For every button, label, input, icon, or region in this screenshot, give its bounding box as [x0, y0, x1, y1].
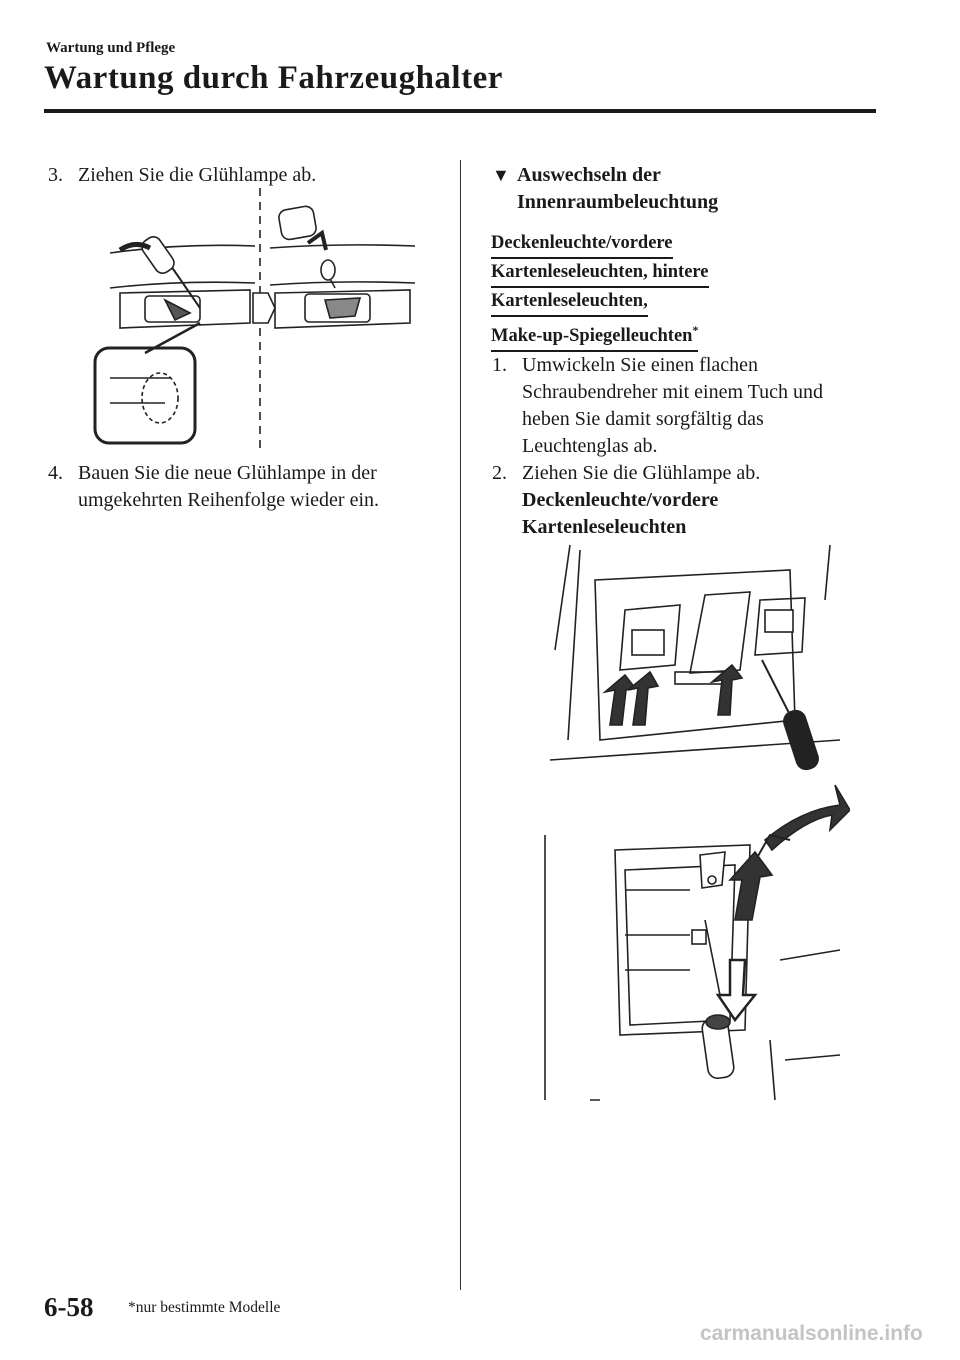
- step-number: 3.: [48, 164, 63, 186]
- subsection-line2: Kartenleseleuchten, hintere: [491, 259, 709, 288]
- step-text-line2: umgekehrten Reihenfolge wieder ein.: [78, 489, 379, 511]
- subsection-line3: Kartenleseleuchten,: [491, 288, 648, 317]
- step-1: [492, 352, 882, 460]
- step-number: 1.: [492, 354, 507, 376]
- step-text-line2: Schraubendreher mit einem Tuch und: [522, 381, 824, 403]
- step-2: [492, 460, 882, 541]
- step-text-line1: Umwickeln Sie einen flachen: [522, 354, 759, 376]
- bulb-removal-illustration: [90, 188, 420, 453]
- subsection-line1: Deckenleuchte/vordere: [491, 230, 673, 259]
- triangle-icon: ▼: [492, 165, 510, 185]
- column-divider: [460, 160, 461, 1290]
- step-3: [48, 162, 448, 189]
- footnote: *nur bestimmte Modelle: [128, 1299, 281, 1316]
- breadcrumb: Wartung und Pflege: [46, 40, 176, 56]
- step-text-line4: Leuchtenglas ab.: [522, 435, 658, 457]
- step-sublabel-line1: Deckenleuchte/vordere: [522, 489, 719, 511]
- step-text: Ziehen Sie die Glühlampe ab.: [522, 462, 761, 484]
- map-light-illustration: [540, 540, 850, 1105]
- step-text-line3: heben Sie damit sorgfältig das: [522, 408, 764, 430]
- section-heading-line2: Innenraumbeleuchtung: [517, 191, 719, 213]
- section-heading: [492, 162, 882, 216]
- section-heading-line1: Auswechseln der: [517, 164, 661, 186]
- step-number: 4.: [48, 462, 63, 484]
- page-title: Wartung durch Fahrzeughalter: [44, 60, 503, 96]
- step-sublabel-line2: Kartenleseleuchten: [522, 516, 687, 538]
- title-rule: [44, 109, 876, 113]
- page-number: 6-58: [44, 1292, 94, 1322]
- subsection-line4: Make-up-Spiegelleuchten: [491, 326, 693, 347]
- asterisk-marker: *: [692, 323, 699, 337]
- step-4: [48, 460, 448, 514]
- step-text: Ziehen Sie die Glühlampe ab.: [78, 164, 317, 186]
- step-text-line1: Bauen Sie die neue Glühlampe in der: [78, 462, 377, 484]
- step-number: 2.: [492, 462, 507, 484]
- subsection-heading: [491, 230, 881, 352]
- watermark: carmanualsonline.info: [700, 1322, 923, 1345]
